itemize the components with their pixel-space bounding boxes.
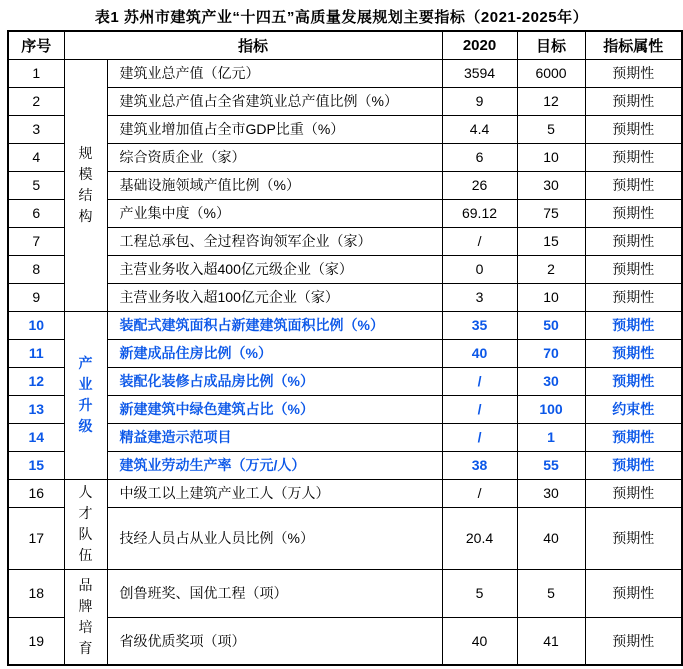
table-row bbox=[8, 311, 682, 339]
value-2020-cell: / bbox=[442, 423, 517, 451]
indicator-cell: 主营业务收入超100亿元企业（家） bbox=[107, 283, 442, 311]
row-number-cell: 3 bbox=[8, 115, 64, 143]
row-number-cell: 8 bbox=[8, 255, 64, 283]
row-number-cell: 9 bbox=[8, 283, 64, 311]
attribute-cell: 预期性 bbox=[585, 479, 682, 507]
value-2020-cell: 5 bbox=[442, 569, 517, 617]
attribute-cell: 预期性 bbox=[585, 339, 682, 367]
attribute-cell: 预期性 bbox=[585, 451, 682, 479]
row-number-cell: 13 bbox=[8, 395, 64, 423]
row-number-cell: 4 bbox=[8, 143, 64, 171]
value-2020-cell: 26 bbox=[442, 171, 517, 199]
target-cell: 30 bbox=[517, 479, 585, 507]
target-cell: 100 bbox=[517, 395, 585, 423]
value-2020-cell: 4.4 bbox=[442, 115, 517, 143]
value-2020-cell: 20.4 bbox=[442, 507, 517, 569]
attribute-cell: 预期性 bbox=[585, 199, 682, 227]
row-number-cell: 2 bbox=[8, 87, 64, 115]
indicator-cell: 创鲁班奖、国优工程（项） bbox=[107, 569, 442, 617]
table-row bbox=[8, 199, 682, 227]
table-row bbox=[8, 143, 682, 171]
table-row bbox=[8, 569, 682, 617]
table-row bbox=[8, 479, 682, 507]
row-number-cell: 11 bbox=[8, 339, 64, 367]
attribute-cell: 预期性 bbox=[585, 311, 682, 339]
attribute-cell: 预期性 bbox=[585, 283, 682, 311]
target-cell: 70 bbox=[517, 339, 585, 367]
table-row bbox=[8, 115, 682, 143]
table-title: 表1 苏州市建筑产业“十四五”高质量发展规划主要指标（2021-2025年） bbox=[94, 9, 589, 26]
attribute-cell: 预期性 bbox=[585, 255, 682, 283]
row-number-cell: 19 bbox=[8, 617, 64, 665]
target-cell: 5 bbox=[517, 569, 585, 617]
target-cell: 6000 bbox=[517, 59, 585, 87]
row-number-cell: 7 bbox=[8, 227, 64, 255]
table-row bbox=[8, 451, 682, 479]
indicator-cell: 新建建筑中绿色建筑占比（%） bbox=[107, 395, 442, 423]
indicator-cell: 建筑业总产值占全省建筑业总产值比例（%） bbox=[107, 87, 442, 115]
table-row bbox=[8, 87, 682, 115]
row-number-cell: 16 bbox=[8, 479, 64, 507]
table-row bbox=[8, 423, 682, 451]
row-number-cell: 10 bbox=[8, 311, 64, 339]
value-2020-cell: 40 bbox=[442, 339, 517, 367]
table-row bbox=[8, 339, 682, 367]
table-row bbox=[8, 395, 682, 423]
target-cell: 50 bbox=[517, 311, 585, 339]
table-row bbox=[8, 507, 682, 569]
attribute-cell: 预期性 bbox=[585, 59, 682, 87]
attribute-cell: 预期性 bbox=[585, 143, 682, 171]
attribute-cell: 预期性 bbox=[585, 423, 682, 451]
indicator-cell: 建筑业劳动生产率（万元/人） bbox=[107, 451, 442, 479]
target-cell: 5 bbox=[517, 115, 585, 143]
attribute-cell: 预期性 bbox=[585, 507, 682, 569]
indicator-cell: 技经人员占从业人员比例（%） bbox=[107, 507, 442, 569]
indicator-cell: 主营业务收入超400亿元级企业（家） bbox=[107, 255, 442, 283]
indicator-cell: 省级优质奖项（项） bbox=[107, 617, 442, 665]
column-header-2020: 2020 bbox=[442, 31, 517, 59]
value-2020-cell: 6 bbox=[442, 143, 517, 171]
indicator-cell: 建筑业增加值占全市GDP比重（%） bbox=[107, 115, 442, 143]
value-2020-cell: 9 bbox=[442, 87, 517, 115]
indicator-cell: 新建成品住房比例（%） bbox=[107, 339, 442, 367]
group-cell-scale-structure bbox=[64, 59, 107, 311]
attribute-cell: 预期性 bbox=[585, 617, 682, 665]
row-number-cell: 12 bbox=[8, 367, 64, 395]
table-row bbox=[8, 59, 682, 87]
target-cell: 10 bbox=[517, 283, 585, 311]
attribute-cell: 约束性 bbox=[585, 395, 682, 423]
table-row bbox=[8, 171, 682, 199]
value-2020-cell: 3 bbox=[442, 283, 517, 311]
target-cell: 40 bbox=[517, 507, 585, 569]
indicator-cell: 装配式建筑面积占新建建筑面积比例（%） bbox=[107, 311, 442, 339]
indicator-cell: 中级工以上建筑产业工人（万人） bbox=[107, 479, 442, 507]
group-label: 品牌培育 bbox=[78, 576, 93, 656]
target-cell: 75 bbox=[517, 199, 585, 227]
indicator-cell: 精益建造示范项目 bbox=[107, 423, 442, 451]
group-label: 人才队伍 bbox=[78, 484, 93, 563]
attribute-cell: 预期性 bbox=[585, 367, 682, 395]
group-cell-industry-upgrade bbox=[64, 311, 107, 479]
value-2020-cell: 0 bbox=[442, 255, 517, 283]
target-cell: 1 bbox=[517, 423, 585, 451]
indicator-cell: 装配化装修占成品房比例（%） bbox=[107, 367, 442, 395]
target-cell: 10 bbox=[517, 143, 585, 171]
value-2020-cell: / bbox=[442, 479, 517, 507]
table-row bbox=[8, 255, 682, 283]
row-number-cell: 6 bbox=[8, 199, 64, 227]
value-2020-cell: 38 bbox=[442, 451, 517, 479]
column-header-target: 目标 bbox=[517, 31, 585, 59]
header-row bbox=[8, 31, 682, 59]
attribute-cell: 预期性 bbox=[585, 87, 682, 115]
value-2020-cell: / bbox=[442, 395, 517, 423]
value-2020-cell: / bbox=[442, 227, 517, 255]
indicators-table bbox=[7, 30, 683, 666]
attribute-cell: 预期性 bbox=[585, 227, 682, 255]
target-cell: 12 bbox=[517, 87, 585, 115]
attribute-cell: 预期性 bbox=[585, 569, 682, 617]
value-2020-cell: 40 bbox=[442, 617, 517, 665]
indicator-cell: 产业集中度（%） bbox=[107, 199, 442, 227]
column-header-attribute: 指标属性 bbox=[585, 31, 682, 59]
target-cell: 30 bbox=[517, 171, 585, 199]
indicator-cell: 综合资质企业（家） bbox=[107, 143, 442, 171]
column-header-indicator: 指标 bbox=[64, 31, 442, 59]
group-label: 产业升级 bbox=[78, 355, 93, 434]
table-row bbox=[8, 617, 682, 665]
value-2020-cell: 35 bbox=[442, 311, 517, 339]
table-row bbox=[8, 227, 682, 255]
row-number-cell: 18 bbox=[8, 569, 64, 617]
indicator-cell: 基础设施领域产值比例（%） bbox=[107, 171, 442, 199]
row-number-cell: 14 bbox=[8, 423, 64, 451]
value-2020-cell: 3594 bbox=[442, 59, 517, 87]
indicator-cell: 工程总承包、全过程咨询领军企业（家） bbox=[107, 227, 442, 255]
column-header-no: 序号 bbox=[8, 31, 64, 59]
attribute-cell: 预期性 bbox=[585, 171, 682, 199]
value-2020-cell: / bbox=[442, 367, 517, 395]
table-row bbox=[8, 283, 682, 311]
group-label: 规模结构 bbox=[78, 145, 93, 224]
row-number-cell: 17 bbox=[8, 507, 64, 569]
target-cell: 41 bbox=[517, 617, 585, 665]
target-cell: 55 bbox=[517, 451, 585, 479]
table-row bbox=[8, 367, 682, 395]
row-number-cell: 5 bbox=[8, 171, 64, 199]
target-cell: 2 bbox=[517, 255, 585, 283]
attribute-cell: 预期性 bbox=[585, 115, 682, 143]
value-2020-cell: 69.12 bbox=[442, 199, 517, 227]
indicator-cell: 建筑业总产值（亿元） bbox=[107, 59, 442, 87]
group-cell-talent-team bbox=[64, 479, 107, 569]
group-cell-brand-cultivation bbox=[64, 569, 107, 665]
target-cell: 15 bbox=[517, 227, 585, 255]
row-number-cell: 15 bbox=[8, 451, 64, 479]
target-cell: 30 bbox=[517, 367, 585, 395]
row-number-cell: 1 bbox=[8, 59, 64, 87]
